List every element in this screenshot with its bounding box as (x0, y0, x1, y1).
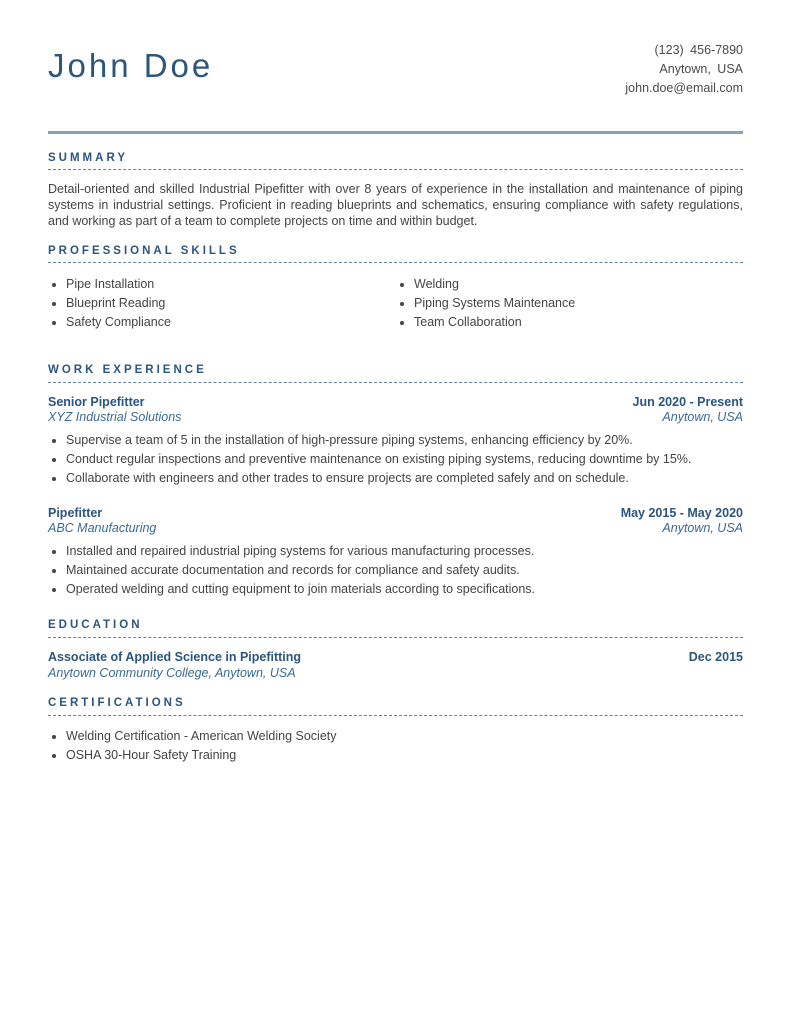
job-bullet: Supervise a team of 5 in the installation of high-pressure piping systems, enhancing efficiency by 20%. (48, 431, 691, 450)
contact-phone: (123) 456-7890 (654, 43, 743, 57)
contact-info (625, 41, 743, 98)
section-divider (48, 262, 743, 263)
section-title-summary: SUMMARY (48, 152, 128, 164)
section-divider (48, 169, 743, 170)
job-bullets (48, 431, 691, 488)
skill-item: Blueprint Reading (48, 294, 171, 313)
job-bullets (48, 542, 535, 599)
skill-item: Piping Systems Maintenance (396, 294, 575, 313)
certification-item: OSHA 30-Hour Safety Training (48, 746, 337, 765)
skills-list-left (48, 275, 171, 332)
certification-item: Welding Certification - American Welding Society (48, 727, 337, 746)
job-location: Anytown, USA (662, 521, 743, 535)
job-title: Pipefitter (48, 506, 103, 520)
job-bullet: Collaborate with engineers and other trades to ensure projects are completed safely and on schedule. (48, 469, 691, 488)
section-divider (48, 382, 743, 383)
certifications-list (48, 727, 337, 765)
section-title-education: EDUCATION (48, 619, 143, 631)
job-company: XYZ Industrial Solutions (48, 410, 182, 424)
section-title-skills: PROFESSIONAL SKILLS (48, 245, 240, 257)
job-bullet: Conduct regular inspections and preventive maintenance on existing piping systems, reducing downtime by 15%. (48, 450, 691, 469)
education-school: Anytown Community College, Anytown, USA (48, 666, 296, 680)
resume-page (48, 0, 743, 762)
section-title-certifications: CERTIFICATIONS (48, 697, 186, 709)
job-dates: May 2015 - May 2020 (620, 506, 743, 520)
section-divider (48, 715, 743, 716)
resume-header (48, 0, 743, 135)
education-date: Dec 2015 (688, 650, 743, 664)
contact-email: john.doe@email.com (625, 81, 743, 95)
summary-text: Detail-oriented and skilled Industrial Pipefitter with over 8 years of experience in the installation and maintenance of piping systems in industrial settings. Proficient in reading blueprints and schematics, ensuring compliance with safety regulations, and working as part of a team to complete projects on time and within budget. (48, 182, 743, 228)
job-dates: Jun 2020 - Present (632, 395, 743, 409)
candidate-name: John Doe (48, 47, 214, 84)
section-divider (48, 637, 743, 638)
job-location: Anytown, USA (662, 410, 743, 424)
job-bullet: Maintained accurate documentation and records for compliance and safety audits. (48, 561, 535, 580)
skill-item: Welding (396, 275, 575, 294)
job-company: ABC Manufacturing (48, 521, 157, 535)
education-degree: Associate of Applied Science in Pipefitting (48, 650, 302, 664)
skill-item: Pipe Installation (48, 275, 171, 294)
job-bullet: Operated welding and cutting equipment to join materials according to specifications. (48, 580, 535, 599)
header-divider (48, 131, 743, 134)
contact-location: Anytown, USA (659, 62, 743, 76)
skills-list-right (396, 275, 575, 332)
job-title: Senior Pipefitter (48, 395, 145, 409)
job-bullet: Installed and repaired industrial piping systems for various manufacturing processes. (48, 542, 535, 561)
skill-item: Team Collaboration (396, 313, 575, 332)
skill-item: Safety Compliance (48, 313, 171, 332)
section-title-experience: WORK EXPERIENCE (48, 364, 207, 376)
